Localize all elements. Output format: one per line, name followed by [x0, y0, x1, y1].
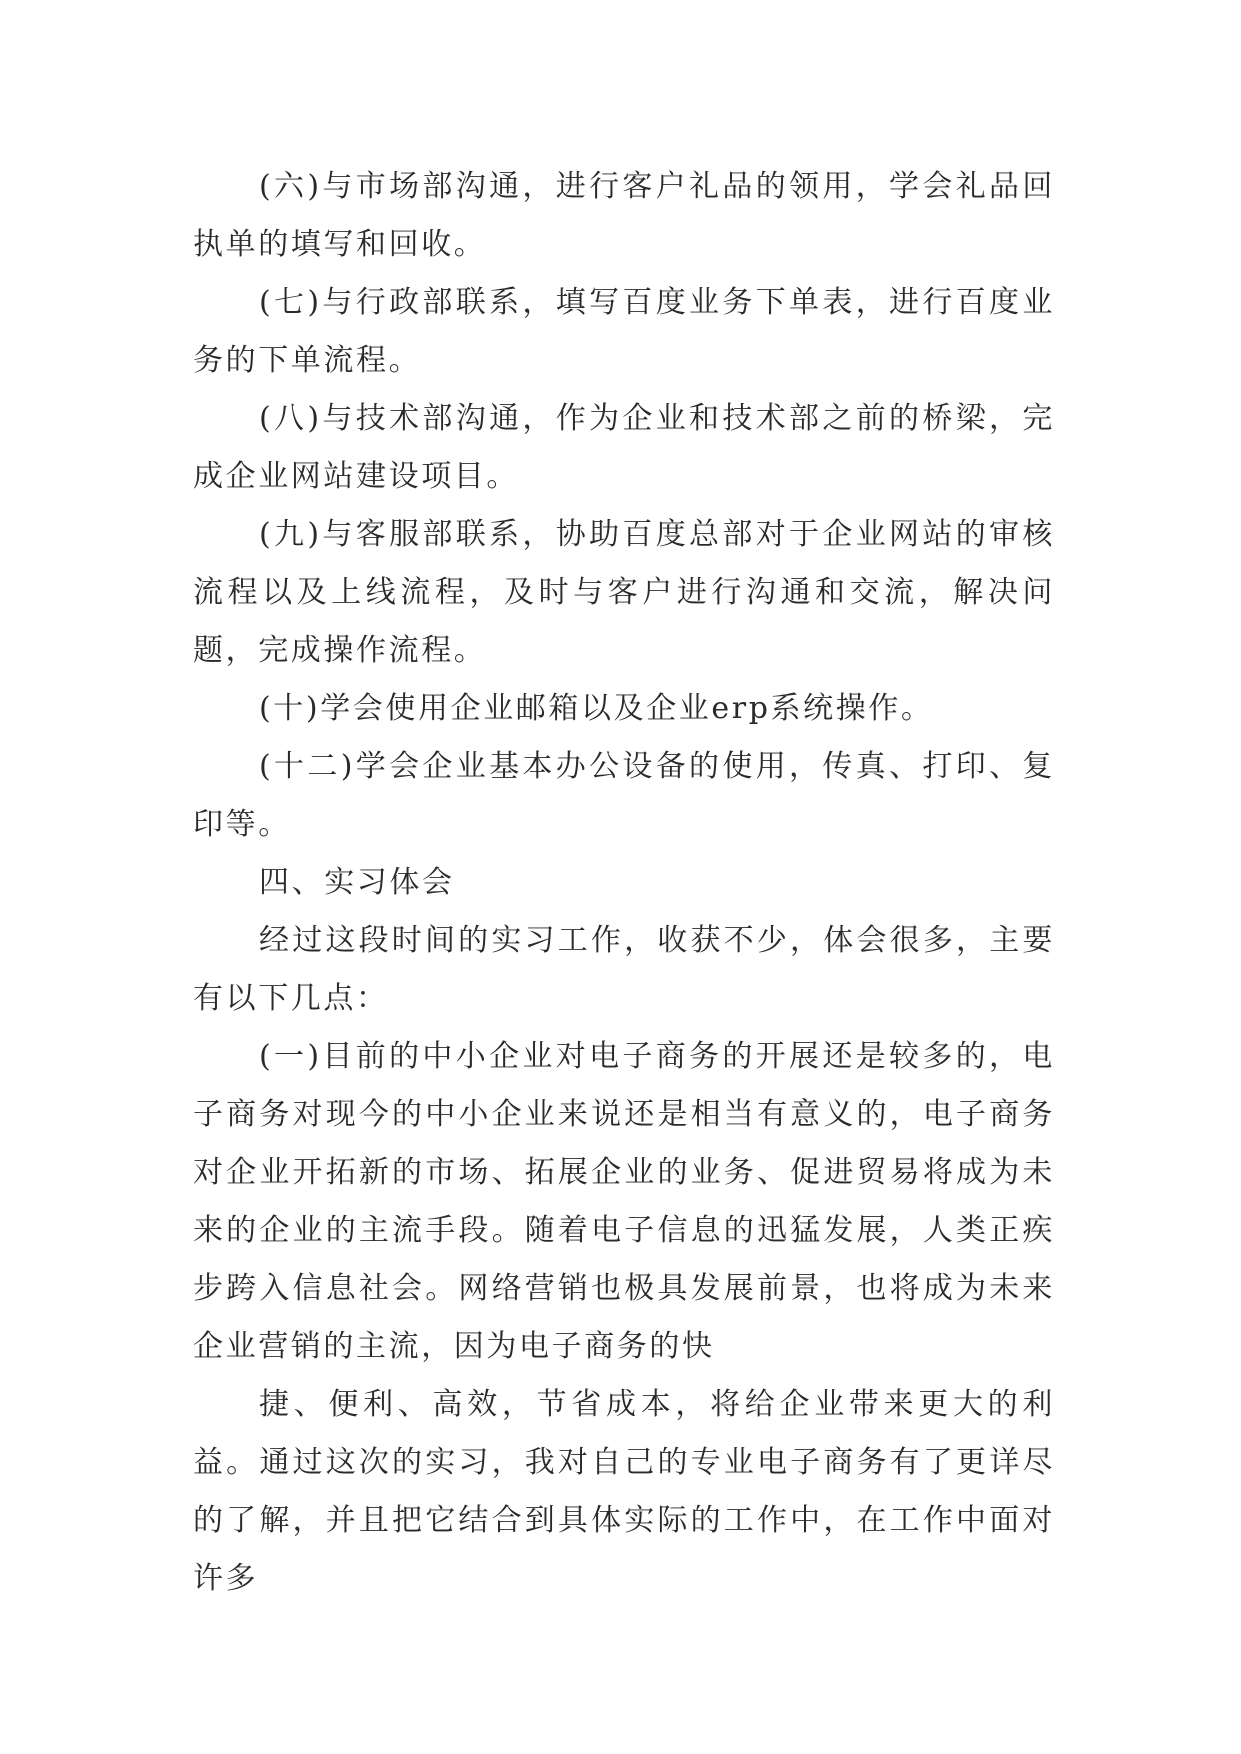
paragraph-experience-intro: 经过这段时间的实习工作，收获不少，体会很多，主要有以下几点：: [193, 923, 1055, 1016]
paragraph-office-equipment: (十二)学会企业基本办公设备的使用，传真、打印、复印等。: [193, 749, 1055, 842]
paragraph-email-erp: (十)学会使用企业邮箱以及企业erp系统操作。: [259, 691, 934, 726]
paragraph-ecommerce-benefits: 捷、便利、高效，节省成本，将给企业带来更大的利益。通过这次的实习，我对自己的专业电子商务有了更详尽的了解，并且把它结合到具体实际的工作中，在工作中面对许多: [193, 1387, 1055, 1596]
document-body: [193, 158, 1055, 1608]
paragraph-ecommerce-sme: (一)目前的中小企业对电子商务的开展还是较多的，电子商务对现今的中小企业来说还是相当有意义的，电子商务对企业开拓新的市场、拓展企业的业务、促进贸易将成为未来的企业的主流手段。随着电子信息的迅猛发展，人类正疾步跨入信息社会。网络营销也极具发展前景，也将成为未来企业营销的主流，因为电子商务的快: [193, 1039, 1055, 1364]
paragraph-website-project: (八)与技术部沟通，作为企业和技术部之前的桥梁，完成企业网站建设项目。: [193, 401, 1055, 494]
paragraph-review-process: (九)与客服部联系，协助百度总部对于企业网站的审核流程以及上线流程，及时与客户进行沟通和交流，解决问题，完成操作流程。: [193, 517, 1055, 668]
paragraph-baidu-order: (七)与行政部联系，填写百度业务下单表，进行百度业务的下单流程。: [193, 285, 1055, 378]
section-heading-internship-experience: 四、实习体会: [259, 865, 455, 900]
paragraph-gift-handling: (六)与市场部沟通，进行客户礼品的领用，学会礼品回执单的填写和回收。: [193, 169, 1055, 262]
